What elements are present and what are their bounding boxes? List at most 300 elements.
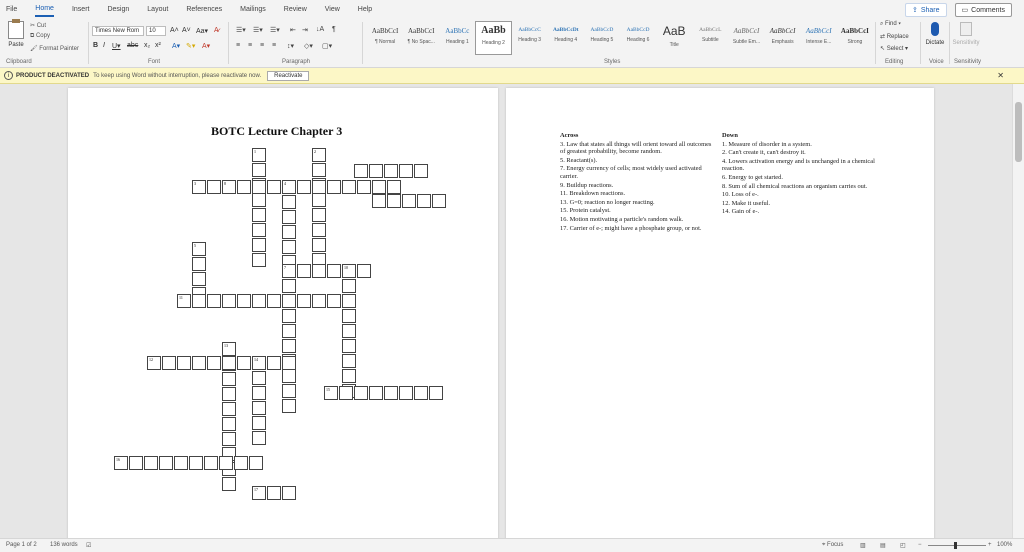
zoom-slider-thumb[interactable] [954, 542, 957, 549]
crossword-cell[interactable] [222, 432, 236, 446]
clue-number: 16 [116, 457, 120, 462]
crossword-cell[interactable] [372, 180, 386, 194]
crossword-cell[interactable] [252, 386, 266, 400]
group-label-font: Font [148, 59, 161, 65]
crossword-cell[interactable] [249, 456, 263, 470]
clue-number: 1 [254, 149, 256, 154]
replace-button[interactable] [880, 33, 909, 40]
group-label-sensitivity: Sensitivity [954, 59, 982, 65]
crossword-cell[interactable] [267, 294, 281, 308]
clue-number: 15 [326, 387, 330, 392]
dictate-label: Dictate [925, 40, 945, 46]
style-sample: AaBbCcI [733, 27, 760, 35]
crossword-cell[interactable] [342, 279, 356, 293]
replace-icon: ⇄ [880, 34, 886, 40]
clue-across: 5. Reactant(s). [560, 156, 598, 164]
crossword-cell[interactable] [252, 356, 266, 370]
increase-indent-icon[interactable]: ⇥ [302, 27, 308, 34]
font-size-select[interactable]: 10 [146, 26, 166, 36]
sensitivity-icon [960, 22, 972, 36]
strikethrough-icon[interactable]: abc [127, 42, 139, 49]
clue-across: 9. Buildup reactions. [560, 181, 614, 189]
crossword-cell[interactable] [402, 194, 416, 208]
clue-number: 11 [179, 295, 183, 300]
reactivate-button[interactable]: Reactivate [267, 71, 309, 81]
style-name: Heading 1 [445, 39, 469, 45]
crossword-cell[interactable] [414, 164, 428, 178]
crossword-cell[interactable] [297, 264, 311, 278]
style-name: Title [669, 42, 679, 48]
page-1[interactable] [68, 88, 498, 538]
crossword-cell[interactable] [357, 180, 371, 194]
tab-references[interactable]: References [186, 5, 223, 13]
style-name: Subtitle [701, 37, 719, 43]
cut-label: Cut [36, 23, 47, 29]
zoom-out-icon[interactable]: − [918, 542, 922, 548]
page-count[interactable]: Page 1 of 2 [6, 542, 37, 548]
style-sample: AaBbCcI [769, 27, 796, 35]
zoom-slider[interactable] [928, 545, 986, 546]
crossword-cell[interactable] [312, 223, 326, 237]
font-name-select[interactable]: Times New Rom [92, 26, 144, 36]
replace-label: Replace [886, 34, 909, 40]
crossword-cell[interactable] [339, 386, 353, 400]
crossword-cell[interactable] [282, 240, 296, 254]
group-divider [875, 22, 876, 64]
crossword-cell[interactable] [222, 342, 236, 356]
crossword-cell[interactable] [252, 238, 266, 252]
tab-help[interactable]: Help [357, 5, 373, 13]
crossword-cell[interactable] [342, 264, 356, 278]
crossword-cell[interactable] [207, 180, 221, 194]
format-painter-label: Format Painter [39, 46, 79, 52]
crossword-cell[interactable] [192, 272, 206, 286]
find-button[interactable]: ⌕ Find ▾ [880, 21, 901, 27]
clue-down: 1. Measure of disorder in a system. [722, 140, 812, 148]
page-2[interactable] [506, 88, 934, 538]
clue-down: 8. Sum of all chemical reactions an organism carries out. [722, 182, 868, 190]
comments-button[interactable] [955, 3, 1012, 17]
product-deactivated-bar [0, 68, 1024, 84]
copy-button[interactable]: ⧉ Copy [30, 33, 50, 39]
vertical-scrollbar[interactable] [1012, 84, 1024, 538]
clear-formatting-icon[interactable]: A̷ [214, 27, 219, 34]
underline-icon[interactable]: U▾ [112, 43, 121, 50]
crossword-cell[interactable] [282, 369, 296, 383]
crossword-cell[interactable] [342, 294, 356, 308]
style-heading-2[interactable] [475, 21, 511, 55]
across-heading: Across [560, 132, 579, 139]
crossword-cell[interactable] [282, 195, 296, 209]
crossword-cell[interactable] [282, 309, 296, 323]
paste-icon [8, 21, 24, 39]
clue-number: 5 [194, 243, 196, 248]
crossword-cell[interactable] [207, 294, 221, 308]
crossword-cell[interactable] [189, 456, 203, 470]
page-title: BOTC Lecture Chapter 3 [211, 124, 343, 138]
crossword-cell[interactable] [144, 456, 158, 470]
crossword-cell[interactable] [222, 417, 236, 431]
tab-design[interactable]: Design [107, 5, 130, 13]
comment-icon: ▭ [961, 7, 969, 14]
crossword-cell[interactable] [252, 431, 266, 445]
word-count[interactable]: 136 words [50, 542, 78, 548]
sensitivity-button[interactable] [952, 22, 980, 46]
crossword-cell[interactable] [429, 386, 443, 400]
superscript-icon[interactable]: x² [155, 42, 161, 49]
tab-file[interactable]: File [6, 5, 18, 13]
crossword-cell[interactable] [312, 238, 326, 252]
crossword-cell[interactable] [312, 294, 326, 308]
style-subtitle[interactable] [692, 21, 728, 55]
clue-down: 2. Can't create it, can't destroy it. [722, 149, 806, 157]
select-icon: ↖ [880, 46, 886, 52]
crossword-cell[interactable] [312, 193, 326, 207]
cut-button[interactable]: ✂ Cut [30, 23, 47, 29]
info-icon: i [4, 71, 13, 80]
copy-label: Copy [35, 33, 50, 39]
crossword-cell[interactable] [267, 180, 281, 194]
crossword-cell[interactable] [177, 356, 191, 370]
borders-icon[interactable]: ▢▾ [322, 43, 333, 50]
style-emphasis[interactable] [765, 21, 801, 55]
crossword-cell[interactable] [387, 194, 401, 208]
clue-down: 6. Energy to get started. [722, 173, 783, 181]
style-heading-4[interactable] [548, 21, 584, 55]
group-label-clipboard: Clipboard [6, 59, 32, 65]
crossword-cell[interactable] [414, 386, 428, 400]
clue-number: 14 [254, 357, 258, 362]
crossword-cell[interactable] [342, 369, 356, 383]
sort-icon[interactable]: ↓A [316, 26, 325, 33]
clue-number: 12 [149, 357, 153, 362]
styles-gallery [367, 21, 873, 55]
zoom-level[interactable]: 100% [997, 542, 1013, 548]
crossword-cell[interactable] [237, 356, 251, 370]
style-sample: AaBbCcC [518, 27, 541, 33]
multilevel-list-icon[interactable]: ☰▾ [270, 27, 280, 34]
clue-number: 7 [284, 265, 286, 270]
crossword-cell[interactable] [342, 339, 356, 353]
focus-button[interactable]: ⌖ Focus [822, 542, 844, 548]
crossword-cell[interactable] [312, 264, 326, 278]
crossword-cell[interactable] [387, 180, 401, 194]
style-intense-emphasis[interactable] [801, 21, 837, 55]
crossword-cell[interactable] [222, 402, 236, 416]
show-marks-icon[interactable]: ¶ [332, 26, 336, 33]
crossword-cell[interactable] [384, 386, 398, 400]
crossword-cell[interactable] [282, 264, 296, 278]
crossword-cell[interactable] [219, 456, 233, 470]
crossword-cell[interactable] [252, 148, 266, 162]
crossword-cell[interactable] [252, 416, 266, 430]
clue-number: 13 [224, 343, 228, 348]
proofing-icon[interactable]: ☑ [86, 543, 92, 549]
crossword-cell[interactable] [369, 164, 383, 178]
crossword-cell[interactable] [327, 294, 341, 308]
crossword-cell[interactable] [282, 399, 296, 413]
crossword-cell[interactable] [159, 456, 173, 470]
sensitivity-label: Sensitivity [952, 40, 980, 46]
clue-down: 4. Lowers activation energy and is unchanged in a chemical reaction. [722, 157, 875, 173]
down-clues [722, 132, 882, 216]
style-sample: AaBbCcD [590, 27, 614, 33]
crossword-cell[interactable] [312, 180, 326, 194]
clue-down: 12. Make it useful. [722, 199, 771, 207]
tab-insert[interactable]: Insert [71, 5, 90, 13]
style-sample: AaBbCcI [407, 27, 435, 35]
change-case-icon[interactable]: Aa▾ [196, 28, 209, 35]
style-normal[interactable] [367, 21, 403, 55]
clue-number: 4 [284, 181, 286, 186]
highlight-icon[interactable]: ✎▾ [186, 43, 196, 50]
style-sample: AaBbCcD [626, 27, 650, 33]
style-sample: AaBb [481, 25, 506, 36]
crossword-cell[interactable] [114, 456, 128, 470]
tab-home[interactable]: Home [35, 2, 54, 17]
crossword-cell[interactable] [267, 486, 281, 500]
align-right-icon[interactable]: ≡ [260, 42, 265, 49]
down-heading: Down [722, 132, 738, 139]
clue-across: 15. Protein catalyst. [560, 207, 611, 215]
crossword-cell[interactable] [267, 356, 281, 370]
crossword-cell[interactable] [399, 386, 413, 400]
crossword-cell[interactable] [237, 180, 251, 194]
clue-number: 3 [194, 181, 196, 186]
crossword-cell[interactable] [222, 477, 236, 491]
crossword-cell[interactable] [327, 180, 341, 194]
group-divider [362, 22, 363, 64]
tab-mailings[interactable]: Mailings [240, 5, 266, 13]
crossword-cell[interactable] [177, 294, 191, 308]
italic-icon[interactable]: I [103, 42, 105, 49]
crossword-cell[interactable] [282, 384, 296, 398]
style-title[interactable] [656, 21, 692, 55]
dictate-button[interactable] [925, 22, 945, 46]
crossword-cell[interactable] [252, 180, 266, 194]
grow-font-icon[interactable]: A˄ [170, 27, 179, 34]
subscript-icon[interactable]: x₂ [144, 42, 151, 49]
style-no-spacing[interactable] [403, 21, 439, 55]
crossword-cell[interactable] [222, 294, 236, 308]
style-sample: AaBbCcI [371, 27, 399, 35]
style-name: Emphasis [771, 39, 794, 45]
align-center-icon[interactable]: ≡ [248, 42, 253, 49]
style-sample: AaBbCcI [805, 27, 832, 35]
crossword-cell[interactable] [432, 194, 446, 208]
style-name: Heading 5 [590, 37, 614, 43]
style-heading-5[interactable] [584, 21, 620, 55]
style-name: Heading 2 [482, 40, 505, 46]
crossword-cell[interactable] [192, 242, 206, 256]
crossword-cell[interactable] [312, 148, 326, 162]
crossword-cell[interactable] [357, 264, 371, 278]
crossword-cell[interactable] [252, 371, 266, 385]
crossword-cell[interactable] [354, 386, 368, 400]
style-sample: AaBbCc [445, 27, 470, 35]
crossword-cell[interactable] [174, 456, 188, 470]
style-name: Heading 3 [518, 37, 542, 43]
crossword-cell[interactable] [399, 164, 413, 178]
style-name: Heading 6 [626, 37, 650, 43]
select-label: Select [886, 46, 904, 52]
crossword-cell[interactable] [372, 194, 386, 208]
crossword-cell[interactable] [252, 223, 266, 237]
comments-label: Comments [971, 6, 1005, 14]
crossword-cell[interactable] [192, 356, 206, 370]
shading-icon[interactable]: ◇▾ [304, 43, 313, 50]
style-strong[interactable] [837, 21, 873, 55]
infobar-title: PRODUCT DEACTIVATED [16, 72, 90, 79]
clue-across: 16. Motion motivating a particle's random walk. [560, 215, 684, 223]
tab-review[interactable]: Review [283, 5, 307, 13]
crossword-cell[interactable] [324, 386, 338, 400]
crossword-cell[interactable] [147, 356, 161, 370]
crossword-cell[interactable] [312, 163, 326, 177]
crossword-cell[interactable] [234, 456, 248, 470]
crossword-cell[interactable] [342, 354, 356, 368]
crossword-cell[interactable] [252, 294, 266, 308]
crossword-cell[interactable] [327, 264, 341, 278]
crossword-cell[interactable] [342, 324, 356, 338]
clue-number: 10 [344, 265, 348, 270]
style-heading-1[interactable] [439, 21, 475, 55]
align-left-icon[interactable]: ≡ [236, 42, 241, 49]
crossword-cell[interactable] [342, 180, 356, 194]
style-sample: AaBbCcL [699, 27, 722, 33]
crossword-cell[interactable] [252, 401, 266, 415]
bold-icon[interactable]: B [93, 42, 99, 49]
document-area [0, 84, 1024, 538]
share-label: Share [920, 6, 940, 14]
zoom-in-icon[interactable]: + [988, 542, 992, 548]
crossword-cell[interactable] [192, 294, 206, 308]
crossword-cell[interactable] [282, 279, 296, 293]
crossword-cell[interactable] [297, 294, 311, 308]
crossword-cell[interactable] [342, 309, 356, 323]
clue-down: 14. Gain of e-. [722, 208, 760, 216]
style-name: ¶ No Spac... [407, 39, 435, 45]
ribbon [0, 18, 1024, 68]
crossword-cell[interactable] [417, 194, 431, 208]
crossword-cell[interactable] [222, 180, 236, 194]
crossword-cell[interactable] [252, 193, 266, 207]
crossword-cell[interactable] [222, 356, 236, 370]
search-icon: ⌕ [880, 21, 884, 27]
justify-icon[interactable]: ≡ [272, 42, 277, 49]
style-name: Heading 4 [554, 37, 578, 43]
style-sample: AaBbCcI [840, 27, 869, 35]
group-divider [920, 22, 921, 64]
tab-view[interactable]: View [324, 5, 340, 13]
crossword-cell[interactable] [354, 164, 368, 178]
infobar-message: To keep using Word without interruption, please reactivate now. [93, 72, 262, 79]
crossword-cell[interactable] [282, 180, 296, 194]
style-name: Subtle Em... [732, 39, 761, 45]
crossword-cell[interactable] [252, 163, 266, 177]
decrease-indent-icon[interactable]: ⇤ [290, 27, 296, 34]
group-label-styles: Styles [604, 59, 621, 65]
tab-layout[interactable]: Layout [147, 5, 169, 13]
clue-number: 8 [224, 181, 226, 186]
crossword-cell[interactable] [369, 386, 383, 400]
crossword-cell[interactable] [129, 456, 143, 470]
group-divider [88, 22, 89, 64]
crossword-cell[interactable] [282, 486, 296, 500]
clue-down: 10. Loss of e-. [722, 191, 759, 199]
crossword-cell[interactable] [252, 253, 266, 267]
share-icon: ⇪ [911, 7, 918, 14]
shrink-font-icon[interactable]: A˅ [182, 27, 191, 34]
crossword-cell[interactable] [222, 372, 236, 386]
crossword-cell[interactable] [282, 324, 296, 338]
across-clues [560, 132, 715, 232]
style-sample: AaB [662, 24, 686, 38]
crossword-cell[interactable] [192, 257, 206, 271]
crossword-cell[interactable] [222, 387, 236, 401]
style-name: Strong [847, 39, 863, 45]
style-subtle-emphasis[interactable] [728, 21, 764, 55]
crossword-cell[interactable] [252, 486, 266, 500]
group-label-editing: Editing [885, 59, 904, 65]
text-effects-icon[interactable]: A▾ [172, 43, 181, 50]
font-color-icon[interactable]: A▾ [202, 43, 211, 50]
crossword-cell[interactable] [282, 225, 296, 239]
crossword-cell[interactable] [282, 356, 296, 370]
focus-label: Focus [827, 542, 844, 548]
style-name: Intense E... [806, 39, 832, 45]
select-button[interactable]: ↖ Select ▾ [880, 46, 909, 52]
print-layout-icon[interactable]: ▤ [880, 543, 886, 549]
crossword-cell[interactable] [204, 456, 218, 470]
web-layout-icon[interactable]: ◰ [900, 543, 906, 549]
style-heading-6[interactable] [620, 21, 656, 55]
format-painter-button[interactable]: 🖌 Format Painter [30, 46, 79, 52]
crossword-cell[interactable] [282, 210, 296, 224]
crossword-cell[interactable] [384, 164, 398, 178]
paste-button[interactable] [4, 21, 28, 57]
share-button[interactable] [905, 3, 947, 17]
style-heading-3[interactable] [512, 21, 548, 55]
crossword-cell[interactable] [192, 180, 206, 194]
clue-across: 11. Breakdown reactions. [560, 190, 626, 198]
group-label-voice: Voice [929, 59, 944, 65]
bullets-icon[interactable]: ☰▾ [236, 27, 246, 34]
close-icon[interactable]: ✕ [997, 71, 1004, 80]
style-name: ¶ Normal [374, 39, 396, 45]
line-spacing-icon[interactable]: ↕▾ [287, 43, 295, 50]
crossword-cell[interactable] [297, 180, 311, 194]
crossword-cell[interactable] [207, 356, 221, 370]
crossword-cell[interactable] [312, 208, 326, 222]
crossword-cell[interactable] [237, 294, 251, 308]
group-divider [228, 22, 229, 64]
crossword-cell[interactable] [162, 356, 176, 370]
scrollbar-thumb[interactable] [1015, 102, 1022, 162]
crossword-cell[interactable] [252, 208, 266, 222]
crossword-cell[interactable] [282, 294, 296, 308]
paste-label: Paste [8, 42, 24, 48]
clue-across: 17. Carrier of e-; might have a phosphate group, or not. [560, 224, 702, 232]
crossword-cell[interactable] [282, 339, 296, 353]
group-label-paragraph: Paragraph [282, 59, 311, 65]
numbering-icon[interactable]: ☰▾ [253, 27, 263, 34]
read-mode-icon[interactable]: ▥ [860, 543, 866, 549]
clue-across: 13. G=0; reaction no longer reacting. [560, 198, 655, 206]
clue-number: 17 [254, 487, 258, 492]
style-sample: AaBbCcDt [552, 27, 579, 33]
find-label: Find [885, 21, 897, 27]
